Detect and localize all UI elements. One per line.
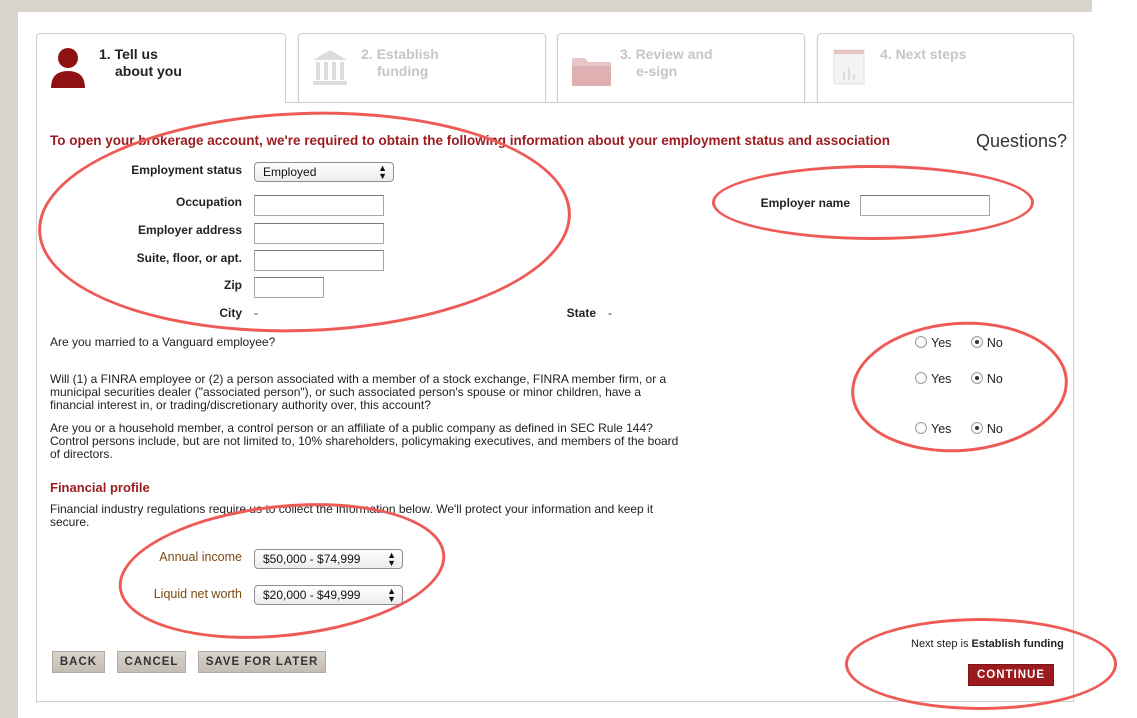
radio-yes-label: Yes <box>931 422 952 436</box>
radio-yes[interactable] <box>915 422 927 434</box>
radio-option-yes[interactable] <box>915 336 951 350</box>
radio-no-selected[interactable] <box>971 372 983 384</box>
occupation-input[interactable] <box>254 195 384 216</box>
employer-name-input[interactable] <box>860 195 990 216</box>
step-next-steps[interactable] <box>817 33 1074 103</box>
state-value: - <box>608 306 612 320</box>
liquid-net-worth-select[interactable] <box>254 585 403 605</box>
financial-profile-title: Financial profile <box>50 480 150 495</box>
state-label: State <box>566 306 596 320</box>
step-review-and-esign[interactable] <box>557 33 805 103</box>
radio-yes[interactable] <box>915 336 927 348</box>
step-1-label-line2: about you <box>115 63 182 79</box>
liquid-net-worth-value: $20,000 - $49,999 <box>263 588 361 602</box>
employment-status-value: Employed <box>263 165 317 179</box>
annual-income-value: $50,000 - $74,999 <box>263 552 361 566</box>
select-arrows-icon: ▲ ▼ <box>387 550 396 568</box>
chart-doc-icon <box>830 44 868 88</box>
save-for-later-button[interactable]: SAVE FOR LATER <box>198 651 326 673</box>
form-panel-top-border <box>285 102 1074 103</box>
radio-group-control-person <box>915 422 1019 436</box>
radio-yes-label: Yes <box>931 372 952 386</box>
step-tell-us-about-you[interactable] <box>36 33 286 104</box>
bank-icon <box>311 44 349 88</box>
radio-yes-label: Yes <box>931 336 952 350</box>
question-finra-association: Will (1) a FINRA employee or (2) a person associated with a member of a stock exchange, FINRA member firm, or a municipal securities dealer ("associated person"), or such associated person's spouse or minor children, have a financial interest in, or trading/discretionary authority over, this account? <box>50 372 667 412</box>
select-arrows-icon: ▲ ▼ <box>387 586 396 604</box>
step-3-label-line2: e-sign <box>636 63 678 79</box>
continue-button[interactable]: CONTINUE <box>968 664 1054 686</box>
annual-income-select[interactable] <box>254 549 403 569</box>
employment-status-select[interactable] <box>254 162 394 182</box>
select-arrows-icon: ▲ ▼ <box>378 163 387 181</box>
next-step-prefix: Next step is <box>911 638 969 650</box>
radio-group-finra-association <box>915 372 1019 386</box>
city-value: - <box>254 306 258 320</box>
occupation-label: Occupation <box>175 195 242 209</box>
left-background-band <box>0 0 18 718</box>
liquid-net-worth-label: Liquid net worth <box>153 587 242 601</box>
back-button[interactable]: BACK <box>52 651 105 673</box>
cancel-button[interactable]: CANCEL <box>117 651 186 673</box>
annual-income-label: Annual income <box>159 550 242 564</box>
radio-no-label: No <box>986 336 1003 350</box>
step-2-label-line1: 2. Establish <box>361 46 439 62</box>
radio-no-label: No <box>986 372 1003 386</box>
radio-option-yes[interactable] <box>915 422 951 436</box>
radio-no-selected[interactable] <box>971 422 983 434</box>
top-background-band <box>0 0 1092 12</box>
suite-label: Suite, floor, or apt. <box>136 251 242 265</box>
zip-input[interactable] <box>254 277 324 298</box>
question-control-person: Are you or a household member, a control person or an affiliate of a public company as defined in SEC Rule 144? Control persons include, but are not limited to, 10% shareholders, policymaking executives, and members of the board of directors. <box>50 421 679 461</box>
financial-profile-description: Financial industry regulations require us to collect the information below. We'll protect your information and keep it secure. <box>50 502 654 529</box>
radio-no-label: No <box>986 422 1003 436</box>
suite-input[interactable] <box>254 250 384 271</box>
employer-address-label: Employer address <box>137 223 242 237</box>
radio-no-selected[interactable] <box>971 336 983 348</box>
step-3-label-line1: 3. Review and <box>620 46 713 62</box>
radio-yes[interactable] <box>915 372 927 384</box>
next-step-note <box>911 638 1064 650</box>
next-step-name: Establish funding <box>971 638 1064 650</box>
step-2-label-line2: funding <box>377 63 429 79</box>
radio-option-no[interactable] <box>971 336 1003 350</box>
city-label: City <box>219 306 242 320</box>
radio-option-no[interactable] <box>971 422 1003 436</box>
person-icon <box>49 44 87 88</box>
employment-status-label: Employment status <box>131 163 242 177</box>
employer-name-label: Employer name <box>760 196 850 210</box>
zip-label: Zip <box>224 278 242 292</box>
step-1-label-line1: 1. Tell us <box>99 46 158 62</box>
radio-group-married-vanguard <box>915 336 1019 350</box>
page-headline: To open your brokerage account, we're required to obtain the following information about your employment status and association <box>50 133 891 148</box>
questions-link[interactable]: Questions? <box>976 131 1068 151</box>
radio-option-yes[interactable] <box>915 372 951 386</box>
question-married-vanguard: Are you married to a Vanguard employee? <box>50 335 276 349</box>
step-4-label-line1: 4. Next steps <box>880 46 967 62</box>
folder-icon <box>568 44 612 88</box>
employer-address-input[interactable] <box>254 223 384 244</box>
radio-option-no[interactable] <box>971 372 1003 386</box>
step-establish-funding[interactable] <box>298 33 546 103</box>
